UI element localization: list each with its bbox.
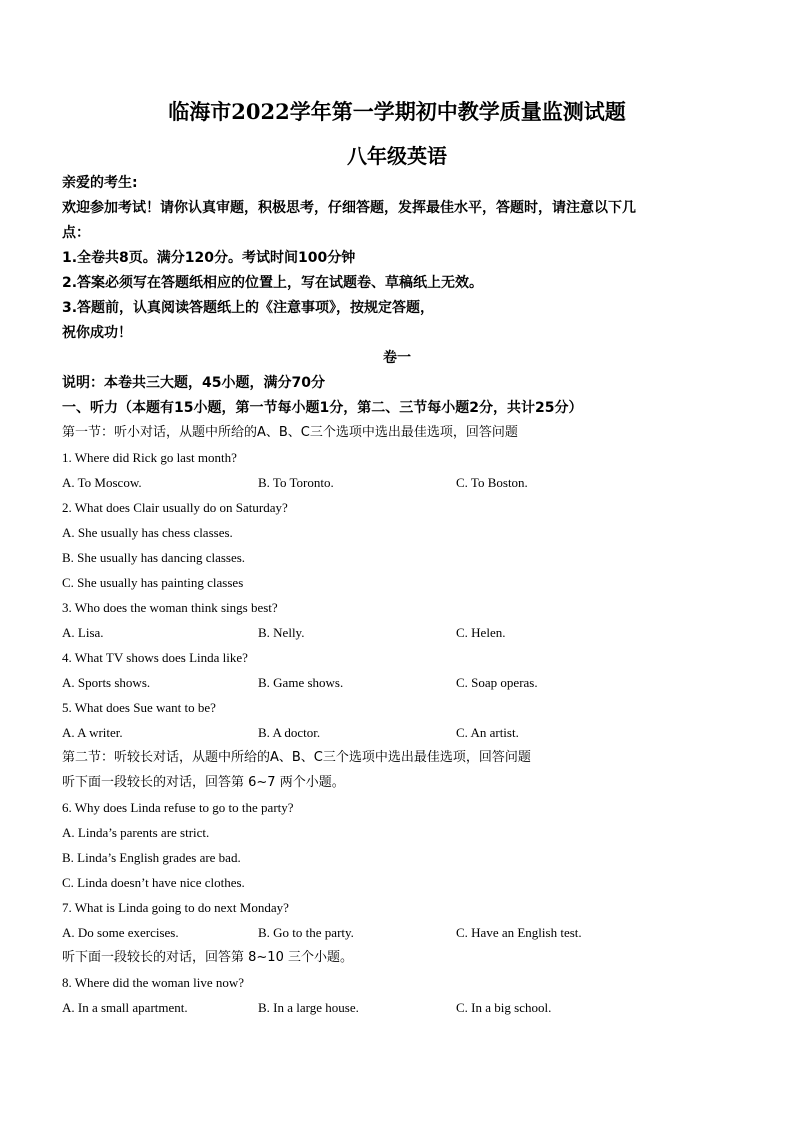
greeting: 亲爱的考生: xyxy=(62,175,138,191)
section2-subinstruction-1: 听下面一段较长的对话，回答第 6~7 两个小题。 xyxy=(62,775,345,790)
part-description: 说明：本卷共三大题，45小题，满分70分 xyxy=(62,375,325,391)
question-1-option-c: C. To Boston. xyxy=(456,475,528,490)
question-4-option-a: A. Sports shows. xyxy=(62,675,151,690)
question-1-option-b: B. To Toronto. xyxy=(258,475,334,490)
exam-subtitle: 八年级英语 xyxy=(347,144,447,168)
question-7-option-c: C. Have an English test. xyxy=(456,925,582,940)
question-3-stem: 3. Who does the woman think sings best? xyxy=(62,600,278,615)
question-3-option-a: A. Lisa. xyxy=(62,625,104,640)
question-7-stem: 7. What is Linda going to do next Monday? xyxy=(62,900,289,915)
question-2-option-c: C. She usually has painting classes xyxy=(62,575,244,590)
note-2: 2.答案必须写在答题纸相应的位置上，写在试题卷、草稿纸上无效。 xyxy=(62,275,484,291)
closing: 祝你成功！ xyxy=(62,325,132,341)
question-7-option-a: A. Do some exercises. xyxy=(62,925,179,940)
intro-line-cont: 点： xyxy=(62,225,90,241)
question-6-stem: 6. Why does Linda refuse to go to the party? xyxy=(62,800,294,815)
question-2-option-b: B. She usually has dancing classes. xyxy=(62,550,246,565)
part-heading: 卷一 xyxy=(383,350,411,366)
note-3: 3.答题前，认真阅读答题纸上的《注意事项》，按规定答题， xyxy=(62,300,435,316)
question-2-stem: 2. What does Clair usually do on Saturday? xyxy=(62,500,288,515)
question-5-option-c: C. An artist. xyxy=(456,725,519,740)
note-1: 1.全卷共8页。满分120分。考试时间100分钟 xyxy=(62,250,356,266)
question-8-option-b: B. In a large house. xyxy=(258,1000,359,1015)
section2-subinstruction-2: 听下面一段较长的对话，回答第 8~10 三个小题。 xyxy=(62,950,353,965)
question-3-option-b: B. Nelly. xyxy=(258,625,305,640)
question-4-stem: 4. What TV shows does Linda like? xyxy=(62,650,248,665)
exam-title: 临海市2022学年第一学期初中教学质量监测试题 xyxy=(168,99,626,124)
section2-instruction: 第二节：听较长对话，从题中所给的A、B、C三个选项中选出最佳选项，回答问题 xyxy=(62,750,531,765)
section1-instruction: 第一节：听小对话，从题中所给的A、B、C三个选项中选出最佳选项，回答问题 xyxy=(62,425,518,440)
question-1-option-a: A. To Moscow. xyxy=(62,475,142,490)
question-6-option-a: A. Linda’s parents are strict. xyxy=(62,825,210,840)
question-1-stem: 1. Where did Rick go last month? xyxy=(62,450,237,465)
question-5-option-a: A. A writer. xyxy=(62,725,123,740)
question-6-option-b: B. Linda’s English grades are bad. xyxy=(62,850,241,865)
question-8-option-a: A. In a small apartment. xyxy=(62,1000,188,1015)
question-3-option-c: C. Helen. xyxy=(456,625,506,640)
question-6-option-c: C. Linda doesn’t have nice clothes. xyxy=(62,875,245,890)
question-8-stem: 8. Where did the woman live now? xyxy=(62,975,245,990)
question-7-option-b: B. Go to the party. xyxy=(258,925,354,940)
intro-line: 欢迎参加考试！请你认真审题，积极思考，仔细答题，发挥最佳水平，答题时，请注意以下几 xyxy=(62,200,636,216)
question-4-option-c: C. Soap operas. xyxy=(456,675,538,690)
question-5-stem: 5. What does Sue want to be? xyxy=(62,700,216,715)
question-4-option-b: B. Game shows. xyxy=(258,675,344,690)
section-heading: 一、听力（本题有15小题，第一节每小题1分，第二、三节每小题2分，共计25分） xyxy=(62,400,583,416)
question-8-option-c: C. In a big school. xyxy=(456,1000,552,1015)
question-5-option-b: B. A doctor. xyxy=(258,725,321,740)
question-2-option-a: A. She usually has chess classes. xyxy=(62,525,233,540)
